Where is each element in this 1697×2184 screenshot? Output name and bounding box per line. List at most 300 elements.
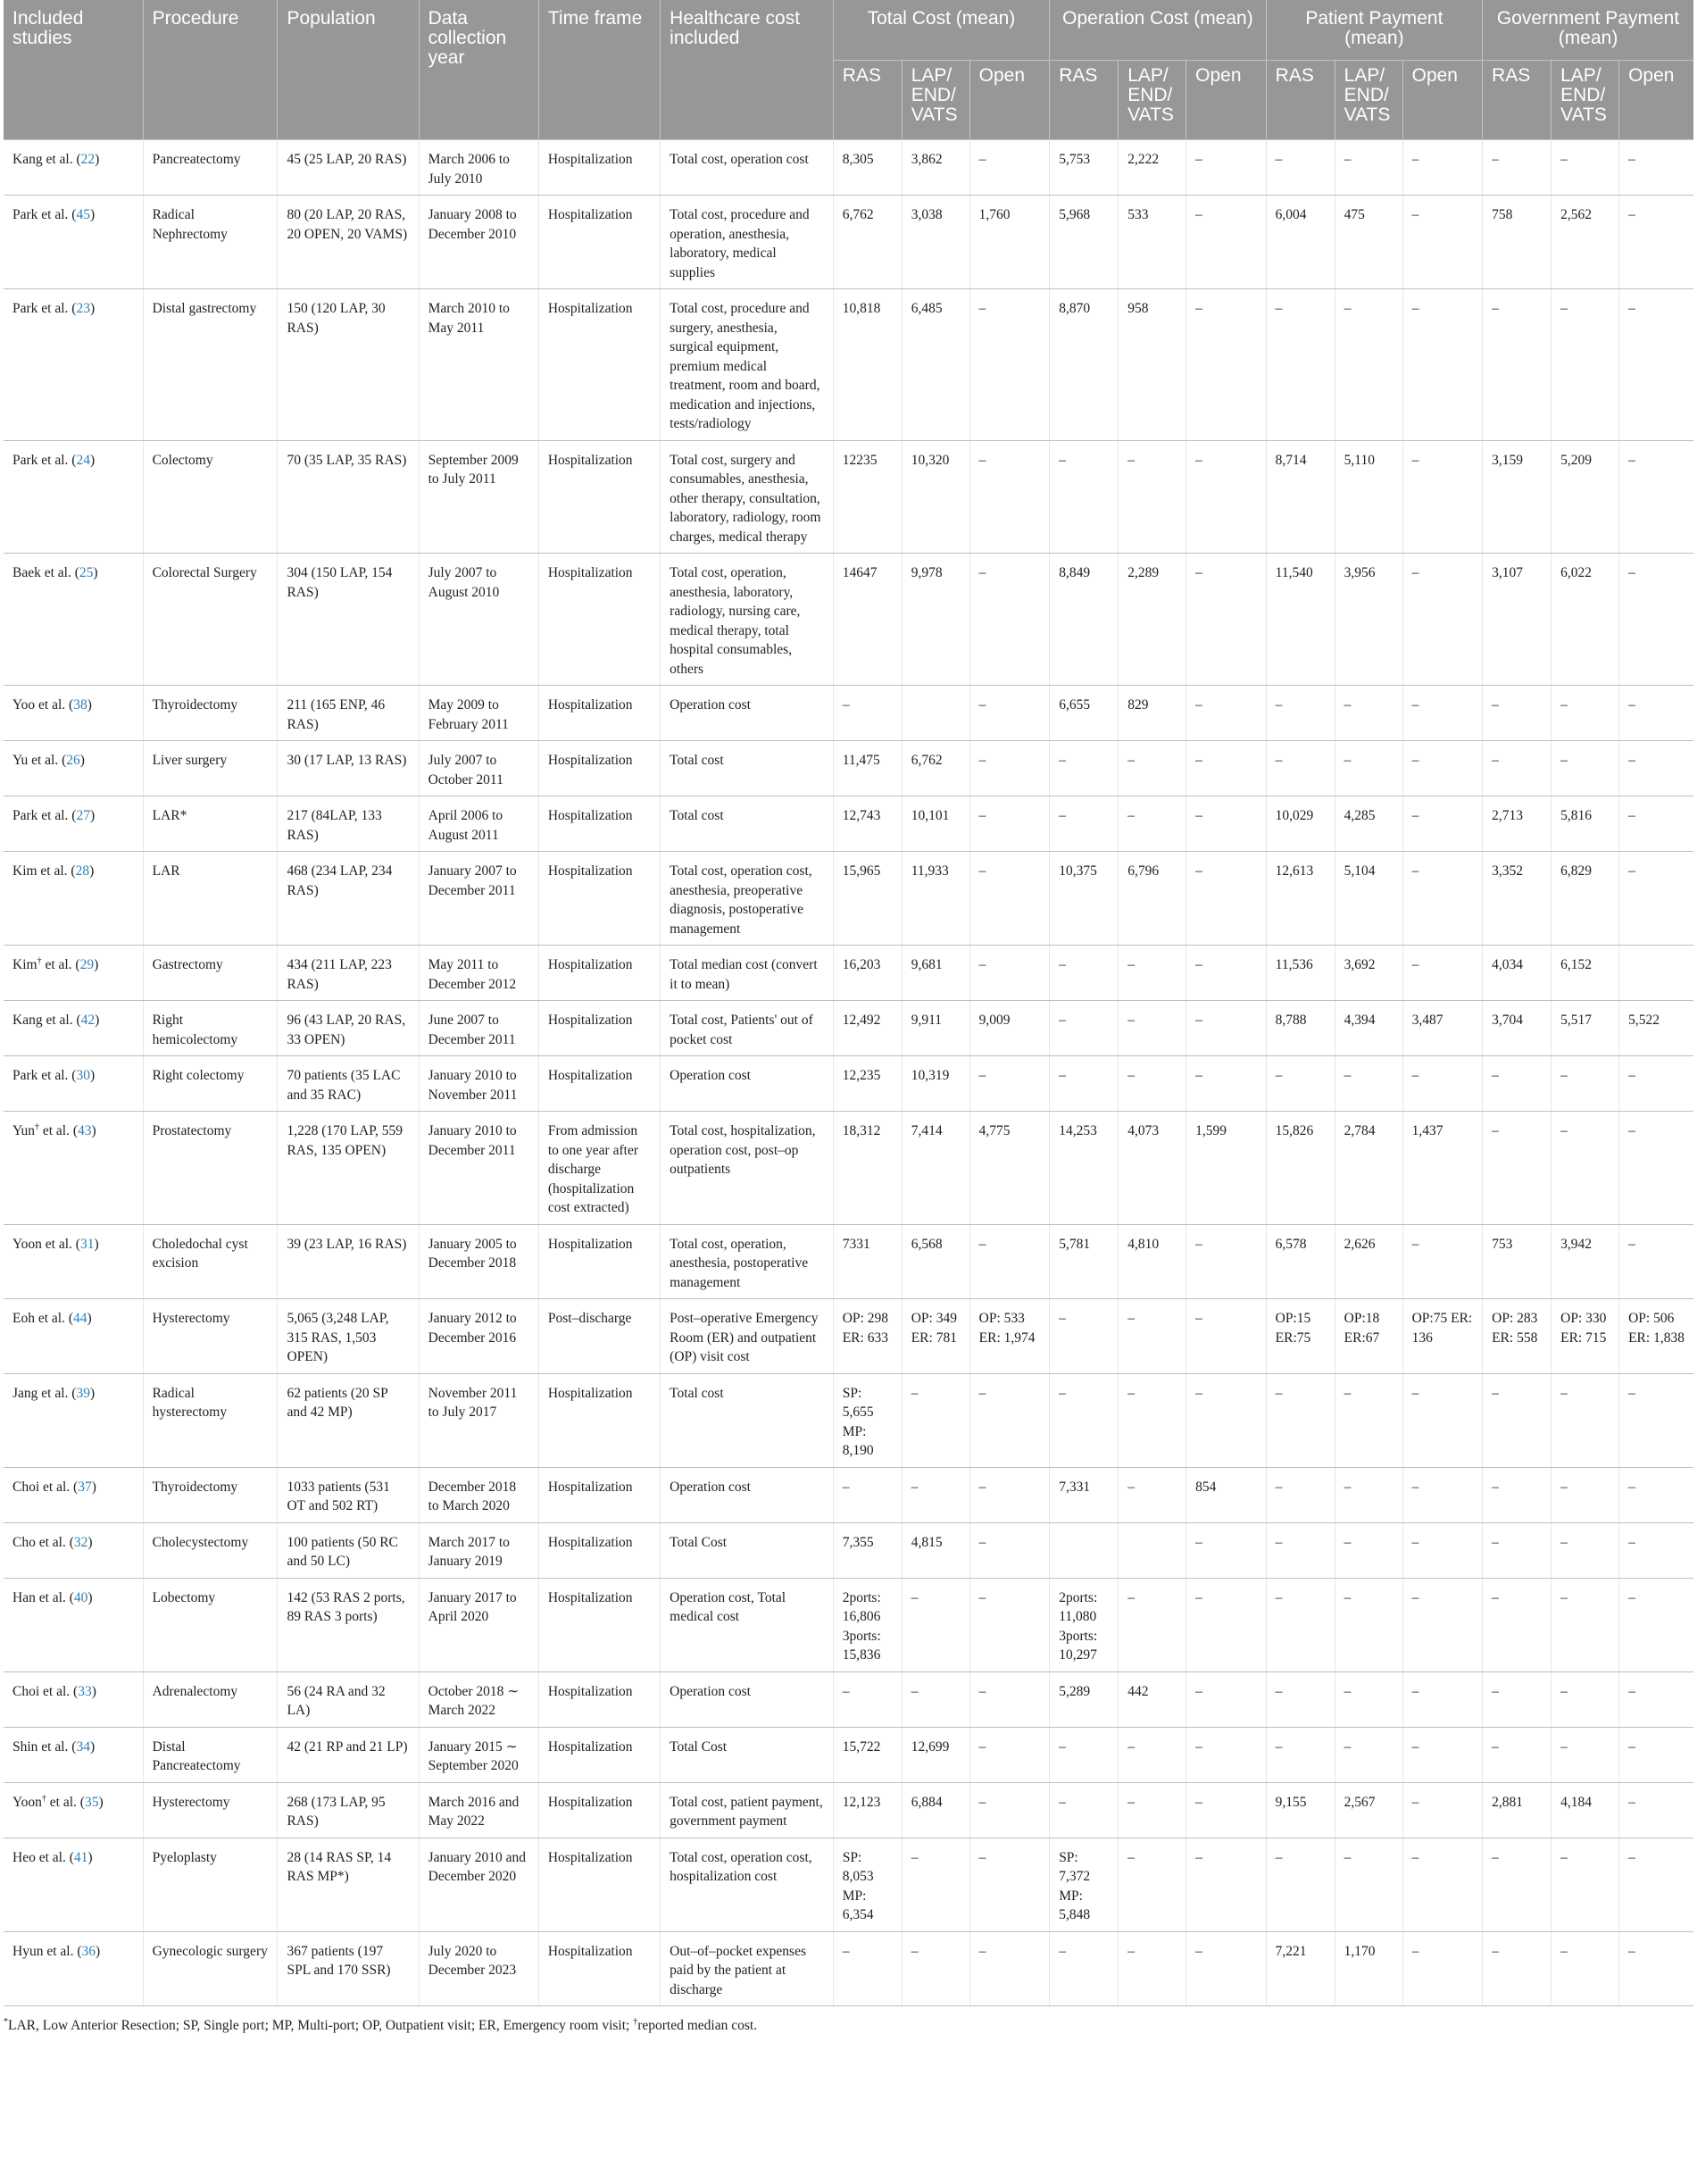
value-cell: 4,394	[1335, 1001, 1402, 1056]
value-cell: –	[969, 289, 1050, 441]
timeframe-cell: Hospitalization	[538, 796, 660, 852]
value-cell: 10,320	[902, 440, 969, 554]
year-cell: January 2010 to November 2011	[419, 1056, 538, 1112]
reference-link[interactable]: 38	[73, 697, 87, 713]
year-cell: March 2016 and May 2022	[419, 1782, 538, 1838]
footnote-tail: reported median cost.	[637, 2018, 758, 2033]
value-cell: –	[902, 1838, 969, 1931]
timeframe-cell: Hospitalization	[538, 1467, 660, 1522]
table-row	[4, 1838, 1693, 1931]
study-author: Yoon	[12, 1794, 42, 1810]
footnote-asterisk: *	[4, 2016, 8, 2027]
population-cell: 70 (35 LAP, 35 RAS)	[278, 440, 419, 554]
value-cell: OP: 298 ER: 633	[833, 1299, 902, 1374]
value-cell: –	[1551, 741, 1619, 796]
value-cell: –	[1402, 140, 1483, 196]
population-cell: 142 (53 RAS 2 ports, 89 RAS 3 ports)	[278, 1578, 419, 1671]
cost-included-cell: Total cost, operation cost, hospitalization cost	[661, 1838, 834, 1931]
value-cell: –	[1402, 1056, 1483, 1112]
year-cell: March 2006 to July 2010	[419, 140, 538, 196]
value-cell: 12235	[833, 440, 902, 554]
cost-included-cell: Operation cost, Total medical cost	[661, 1578, 834, 1671]
reference-link[interactable]: 23	[76, 301, 90, 316]
reference-link[interactable]: 36	[81, 1943, 96, 1959]
col-header-population: Population	[278, 0, 419, 140]
value-cell: –	[1186, 1578, 1267, 1671]
study-author: Heo et al. (	[12, 1849, 74, 1865]
value-cell: –	[1402, 1782, 1483, 1838]
timeframe-cell: Hospitalization	[538, 1373, 660, 1467]
value-cell: 8,870	[1050, 289, 1119, 441]
procedure-cell: Gynecologic surgery	[143, 1931, 278, 2006]
value-cell: 7,331	[1050, 1467, 1119, 1522]
year-cell: January 2015 ∼ September 2020	[419, 1727, 538, 1782]
study-cell: Cho et al. (32)	[4, 1522, 143, 1578]
value-cell: SP: 5,655 MP: 8,190	[833, 1373, 902, 1467]
value-cell: OP: 349 ER: 781	[902, 1299, 969, 1374]
study-cell: Park et al. (27)	[4, 796, 143, 852]
value-cell: –	[1119, 796, 1186, 852]
year-cell: May 2011 to December 2012	[419, 946, 538, 1001]
timeframe-cell: Hospitalization	[538, 1838, 660, 1931]
procedure-cell: Colectomy	[143, 440, 278, 554]
value-cell: 6,796	[1119, 852, 1186, 946]
value-cell: –	[1119, 440, 1186, 554]
value-cell: –	[1551, 140, 1619, 196]
value-cell: 9,911	[902, 1001, 969, 1056]
value-cell: 16,203	[833, 946, 902, 1001]
value-cell: OP: 506 ER: 1,838	[1619, 1299, 1693, 1374]
value-cell: –	[1186, 1838, 1267, 1931]
value-cell: –	[1483, 140, 1551, 196]
value-cell: 3,107	[1483, 554, 1551, 686]
value-cell: 829	[1119, 686, 1186, 741]
value-cell: 2,881	[1483, 1782, 1551, 1838]
value-cell: 12,699	[902, 1727, 969, 1782]
value-cell: –	[969, 440, 1050, 554]
table-row	[4, 1373, 1693, 1467]
population-cell: 42 (21 RP and 21 LP)	[278, 1727, 419, 1782]
timeframe-cell: Hospitalization	[538, 1578, 660, 1671]
population-cell: 30 (17 LAP, 13 RAS)	[278, 741, 419, 796]
sub-header-cell: Open	[1402, 61, 1483, 140]
procedure-cell: Cholecystectomy	[143, 1522, 278, 1578]
value-cell: –	[1335, 1578, 1402, 1671]
procedure-cell: Lobectomy	[143, 1578, 278, 1671]
table-header	[4, 0, 1693, 140]
value-cell: –	[1402, 1373, 1483, 1467]
cost-included-cell: Operation cost	[661, 1467, 834, 1522]
value-cell: 3,487	[1402, 1001, 1483, 1056]
value-cell: –	[1551, 686, 1619, 741]
value-cell: –	[1266, 1578, 1335, 1671]
table-row	[4, 1299, 1693, 1374]
col-header-timeframe: Time frame	[538, 0, 660, 140]
value-cell: –	[1402, 796, 1483, 852]
value-cell: –	[1483, 1373, 1551, 1467]
study-author: Baek et al. (	[12, 565, 79, 580]
year-cell: July 2007 to October 2011	[419, 741, 538, 796]
value-cell: 3,352	[1483, 852, 1551, 946]
value-cell: –	[1186, 686, 1267, 741]
cost-included-cell: Total cost, patient payment, government payment	[661, 1782, 834, 1838]
year-cell: March 2017 to January 2019	[419, 1522, 538, 1578]
reference-link[interactable]: 39	[76, 1385, 90, 1401]
study-author: Yu et al. (	[12, 753, 67, 768]
population-cell: 468 (234 LAP, 234 RAS)	[278, 852, 419, 946]
value-cell: 15,722	[833, 1727, 902, 1782]
value-cell: –	[1551, 1671, 1619, 1727]
timeframe-cell: Hospitalization	[538, 686, 660, 741]
value-cell: 6,884	[902, 1782, 969, 1838]
value-cell: 9,978	[902, 554, 969, 686]
table-row	[4, 686, 1693, 741]
table-row	[4, 1782, 1693, 1838]
year-cell: October 2018 ∼ March 2022	[419, 1671, 538, 1727]
value-cell: SP: 8,053 MP: 6,354	[833, 1838, 902, 1931]
value-cell: –	[1186, 852, 1267, 946]
value-cell: –	[1483, 741, 1551, 796]
median-dagger: †	[41, 1793, 46, 1804]
procedure-cell: Colorectal Surgery	[143, 554, 278, 686]
value-cell: –	[1619, 796, 1693, 852]
population-cell: 434 (211 LAP, 223 RAS)	[278, 946, 419, 1001]
procedure-cell: Prostatectomy	[143, 1112, 278, 1225]
reference-link[interactable]: 26	[66, 753, 80, 768]
cost-included-cell: Total median cost (convert it to mean)	[661, 946, 834, 1001]
value-cell: –	[1619, 1782, 1693, 1838]
timeframe-cell: Hospitalization	[538, 554, 660, 686]
value-cell: 9,009	[969, 1001, 1050, 1056]
value-cell: OP:75 ER: 136	[1402, 1299, 1483, 1374]
value-cell: –	[969, 852, 1050, 946]
reference-link[interactable]: 29	[79, 957, 95, 972]
group-header-operation-cost: Operation Cost (mean)	[1050, 0, 1266, 61]
reference-link[interactable]: 45	[76, 207, 90, 222]
value-cell: 4,810	[1119, 1224, 1186, 1299]
value-cell: 2,567	[1335, 1782, 1402, 1838]
value-cell: 6,004	[1266, 196, 1335, 289]
value-cell: 2,289	[1119, 554, 1186, 686]
value-cell: –	[1186, 796, 1267, 852]
value-cell: 14647	[833, 554, 902, 686]
value-cell: 4,184	[1551, 1782, 1619, 1838]
value-cell: 3,038	[902, 196, 969, 289]
value-cell: 10,101	[902, 796, 969, 852]
value-cell: –	[1483, 1838, 1551, 1931]
study-author: Eoh et al. (	[12, 1311, 74, 1326]
population-cell: 39 (23 LAP, 16 RAS)	[278, 1224, 419, 1299]
reference-link[interactable]: 30	[76, 1068, 90, 1083]
table-row	[4, 1112, 1693, 1225]
value-cell: –	[1551, 1578, 1619, 1671]
value-cell: –	[1186, 1727, 1267, 1782]
value-cell: –	[1050, 1056, 1119, 1112]
table-row	[4, 1522, 1693, 1578]
procedure-cell: Radical hysterectomy	[143, 1373, 278, 1467]
procedure-cell: Thyroidectomy	[143, 1467, 278, 1522]
population-cell: 268 (173 LAP, 95 RAS)	[278, 1782, 419, 1838]
timeframe-cell: Hospitalization	[538, 1782, 660, 1838]
study-cell: Park et al. (45)	[4, 196, 143, 289]
value-cell: –	[1402, 1467, 1483, 1522]
cost-included-cell: Total cost, Patients' out of pocket cost	[661, 1001, 834, 1056]
value-cell: 7,355	[833, 1522, 902, 1578]
reference-link[interactable]: 33	[78, 1683, 92, 1699]
value-cell: –	[1483, 1578, 1551, 1671]
reference-link[interactable]: 27	[76, 808, 90, 823]
footnote-text: LAR, Low Anterior Resection; SP, Single port; MP, Multi-port; OP, Outpatient visit; ER, Emergency room visit;	[8, 2018, 630, 2033]
value-cell: –	[969, 946, 1050, 1001]
value-cell: –	[1483, 1112, 1551, 1225]
population-cell: 211 (165 ENP, 46 RAS)	[278, 686, 419, 741]
value-cell: 753	[1483, 1224, 1551, 1299]
reference-link[interactable]: 24	[76, 452, 90, 468]
value-cell: –	[1335, 1373, 1402, 1467]
study-author: Kim	[12, 957, 37, 972]
reference-link[interactable]: 35	[84, 1794, 99, 1810]
reference-link[interactable]: 41	[73, 1849, 88, 1865]
value-cell: 758	[1483, 196, 1551, 289]
value-cell: –	[1186, 1522, 1267, 1578]
value-cell: 10,375	[1050, 852, 1119, 946]
value-cell: 6,829	[1551, 852, 1619, 946]
value-cell: 2,562	[1551, 196, 1619, 289]
value-cell: –	[969, 1782, 1050, 1838]
procedure-cell: Hysterectomy	[143, 1299, 278, 1374]
value-cell: –	[969, 1373, 1050, 1467]
value-cell: –	[969, 741, 1050, 796]
value-cell: –	[1619, 1838, 1693, 1931]
table-row	[4, 554, 1693, 686]
study-cell: Kang et al. (22)	[4, 140, 143, 196]
procedure-cell: Pancreatectomy	[143, 140, 278, 196]
value-cell: –	[969, 1056, 1050, 1112]
value-cell: 3,159	[1483, 440, 1551, 554]
cost-comparison-table	[4, 0, 1693, 2006]
value-cell: –	[1050, 1727, 1119, 1782]
population-cell: 62 patients (20 SP and 42 MP)	[278, 1373, 419, 1467]
value-cell: 2,626	[1335, 1224, 1402, 1299]
value-cell: –	[1335, 1727, 1402, 1782]
value-cell: –	[1050, 946, 1119, 1001]
value-cell: OP: 533 ER: 1,974	[969, 1299, 1050, 1374]
value-cell: –	[1619, 1931, 1693, 2006]
value-cell: 2,222	[1119, 140, 1186, 196]
cost-included-cell: Total cost	[661, 796, 834, 852]
year-cell: March 2010 to May 2011	[419, 289, 538, 441]
procedure-cell: Hysterectomy	[143, 1782, 278, 1838]
value-cell: –	[833, 1671, 902, 1727]
table-body	[4, 140, 1693, 2006]
timeframe-cell: Hospitalization	[538, 1224, 660, 1299]
value-cell: 14,253	[1050, 1112, 1119, 1225]
timeframe-cell: Hospitalization	[538, 946, 660, 1001]
value-cell: –	[1186, 289, 1267, 441]
value-cell: –	[1483, 686, 1551, 741]
year-cell: July 2020 to December 2023	[419, 1931, 538, 2006]
value-cell: –	[1551, 1931, 1619, 2006]
value-cell: 7331	[833, 1224, 902, 1299]
study-author: Park et al. (	[12, 1068, 77, 1083]
value-cell: –	[1619, 1224, 1693, 1299]
value-cell: –	[1619, 140, 1693, 196]
value-cell: 6,762	[833, 196, 902, 289]
reference-link[interactable]: 22	[80, 152, 96, 167]
value-cell: –	[1266, 1727, 1335, 1782]
value-cell: –	[1186, 1299, 1267, 1374]
value-cell: –	[1402, 289, 1483, 441]
year-cell: January 2017 to April 2020	[419, 1578, 538, 1671]
timeframe-cell: Hospitalization	[538, 140, 660, 196]
population-cell: 100 patients (50 RC and 50 LC)	[278, 1522, 419, 1578]
value-cell: 18,312	[833, 1112, 902, 1225]
value-cell: 4,034	[1483, 946, 1551, 1001]
table-row	[4, 1224, 1693, 1299]
year-cell: January 2008 to December 2010	[419, 196, 538, 289]
reference-link[interactable]: 34	[76, 1738, 90, 1755]
value-cell: 5,104	[1335, 852, 1402, 946]
study-cell: Yoon et al. (31)	[4, 1224, 143, 1299]
table-row	[4, 1931, 1693, 2006]
value-cell: –	[1266, 1671, 1335, 1727]
population-cell: 5,065 (3,248 LAP, 315 RAS, 1,503 OPEN)	[278, 1299, 419, 1374]
reference-link[interactable]: 25	[79, 565, 94, 580]
study-cell: Choi et al. (33)	[4, 1671, 143, 1727]
timeframe-cell: Hospitalization	[538, 289, 660, 441]
value-cell: –	[1619, 440, 1693, 554]
cost-included-cell: Total cost, operation, anesthesia, postoperative management	[661, 1224, 834, 1299]
timeframe-cell: Post–discharge	[538, 1299, 660, 1374]
study-author: Shin et al. (	[12, 1738, 77, 1755]
procedure-cell: Right colectomy	[143, 1056, 278, 1112]
procedure-cell: Distal Pancreatectomy	[143, 1727, 278, 1782]
value-cell: OP:18 ER:67	[1335, 1299, 1402, 1374]
population-cell: 80 (20 LAP, 20 RAS, 20 OPEN, 20 VAMS)	[278, 196, 419, 289]
sub-header-cell: LAP/ END/ VATS	[1119, 61, 1186, 140]
study-cell: Kim† et al. (29)	[4, 946, 143, 1001]
value-cell: 10,818	[833, 289, 902, 441]
study-author: Kim et al. (	[12, 863, 76, 879]
group-header-government-payment: Government Payment (mean)	[1483, 0, 1693, 61]
value-cell: –	[1266, 1056, 1335, 1112]
procedure-cell: Adrenalectomy	[143, 1671, 278, 1727]
reference-link[interactable]: 44	[73, 1311, 87, 1326]
reference-link[interactable]: 32	[73, 1534, 88, 1550]
value-cell: 3,704	[1483, 1001, 1551, 1056]
cost-included-cell: Out–of–pocket expenses paid by the patient at discharge	[661, 1931, 834, 2006]
col-header-year: Data collection year	[419, 0, 538, 140]
sub-header-cell: LAP/ END/ VATS	[1551, 61, 1619, 140]
value-cell: 11,540	[1266, 554, 1335, 686]
value-cell: 1,170	[1335, 1931, 1402, 2006]
value-cell: –	[1186, 554, 1267, 686]
table-row	[4, 196, 1693, 289]
value-cell: –	[1050, 1299, 1119, 1374]
value-cell: 5,816	[1551, 796, 1619, 852]
value-cell: 533	[1119, 196, 1186, 289]
value-cell: –	[969, 686, 1050, 741]
population-cell: 304 (150 LAP, 154 RAS)	[278, 554, 419, 686]
value-cell: –	[1266, 1467, 1335, 1522]
value-cell: –	[1335, 140, 1402, 196]
value-cell: 4,073	[1119, 1112, 1186, 1225]
study-cell: Choi et al. (37)	[4, 1467, 143, 1522]
value-cell: –	[1050, 1001, 1119, 1056]
value-cell: –	[1619, 1671, 1693, 1727]
value-cell: –	[902, 1671, 969, 1727]
value-cell: 1,760	[969, 196, 1050, 289]
cost-included-cell: Operation cost	[661, 686, 834, 741]
col-header-procedure: Procedure	[143, 0, 278, 140]
cost-included-cell: Total Cost	[661, 1727, 834, 1782]
year-cell: January 2010 to December 2011	[419, 1112, 538, 1225]
timeframe-cell: Hospitalization	[538, 1522, 660, 1578]
value-cell: –	[1551, 1112, 1619, 1225]
cost-included-cell: Operation cost	[661, 1056, 834, 1112]
study-cell: Yoon† et al. (35)	[4, 1782, 143, 1838]
cost-included-cell: Operation cost	[661, 1671, 834, 1727]
procedure-cell: Gastrectomy	[143, 946, 278, 1001]
reference-link[interactable]: 43	[78, 1123, 92, 1138]
reference-link[interactable]: 37	[78, 1479, 92, 1495]
table-row	[4, 852, 1693, 946]
study-cell: Baek et al. (25)	[4, 554, 143, 686]
value-cell: 5,517	[1551, 1001, 1619, 1056]
study-cell: Kim et al. (28)	[4, 852, 143, 946]
cost-included-cell: Post–operative Emergency Room (ER) and outpatient (OP) visit cost	[661, 1299, 834, 1374]
value-cell: 854	[1186, 1467, 1267, 1522]
reference-link[interactable]: 31	[79, 1236, 95, 1252]
study-cell: Park et al. (23)	[4, 289, 143, 441]
table-row	[4, 1467, 1693, 1522]
year-cell: January 2012 to December 2016	[419, 1299, 538, 1374]
study-author: Hyun et al. (	[12, 1943, 82, 1959]
value-cell: –	[1266, 686, 1335, 741]
cost-included-cell: Total cost, operation, anesthesia, laboratory, radiology, nursing care, medical therapy, total hospital consumables, others	[661, 554, 834, 686]
table-row	[4, 289, 1693, 441]
reference-link[interactable]: 28	[75, 863, 90, 879]
value-cell: –	[1119, 1373, 1186, 1467]
reference-link[interactable]: 42	[80, 1013, 96, 1028]
table-row	[4, 440, 1693, 554]
value-cell: 5,522	[1619, 1001, 1693, 1056]
value-cell: –	[969, 1671, 1050, 1727]
value-cell: –	[1483, 1522, 1551, 1578]
cost-included-cell: Total cost, surgery and consumables, anesthesia, other therapy, consultation, laboratory, radiology, room charges, medical therapy	[661, 440, 834, 554]
sub-header-cell: Open	[1186, 61, 1267, 140]
reference-link[interactable]: 40	[73, 1589, 88, 1605]
cost-included-cell: Total cost, procedure and operation, anesthesia, laboratory, medical supplies	[661, 196, 834, 289]
value-cell: –	[1402, 1838, 1483, 1931]
population-cell: 367 patients (197 SPL and 170 SSR)	[278, 1931, 419, 2006]
value-cell: –	[1551, 1522, 1619, 1578]
value-cell: 6,655	[1050, 686, 1119, 741]
value-cell: –	[1050, 1931, 1119, 2006]
year-cell: September 2009 to July 2011	[419, 440, 538, 554]
value-cell: –	[1619, 196, 1693, 289]
population-cell: 28 (14 RAS SP, 14 RAS MP*)	[278, 1838, 419, 1931]
value-cell: –	[1551, 1467, 1619, 1522]
value-cell: –	[1619, 852, 1693, 946]
value-cell: SP: 7,372 MP: 5,848	[1050, 1838, 1119, 1931]
timeframe-cell: From admission to one year after discharge (hospitalization cost extracted)	[538, 1112, 660, 1225]
value-cell: 15,826	[1266, 1112, 1335, 1225]
value-cell: –	[1186, 1056, 1267, 1112]
cost-included-cell: Total cost, operation cost	[661, 140, 834, 196]
timeframe-cell: Hospitalization	[538, 1671, 660, 1727]
value-cell: –	[833, 1467, 902, 1522]
